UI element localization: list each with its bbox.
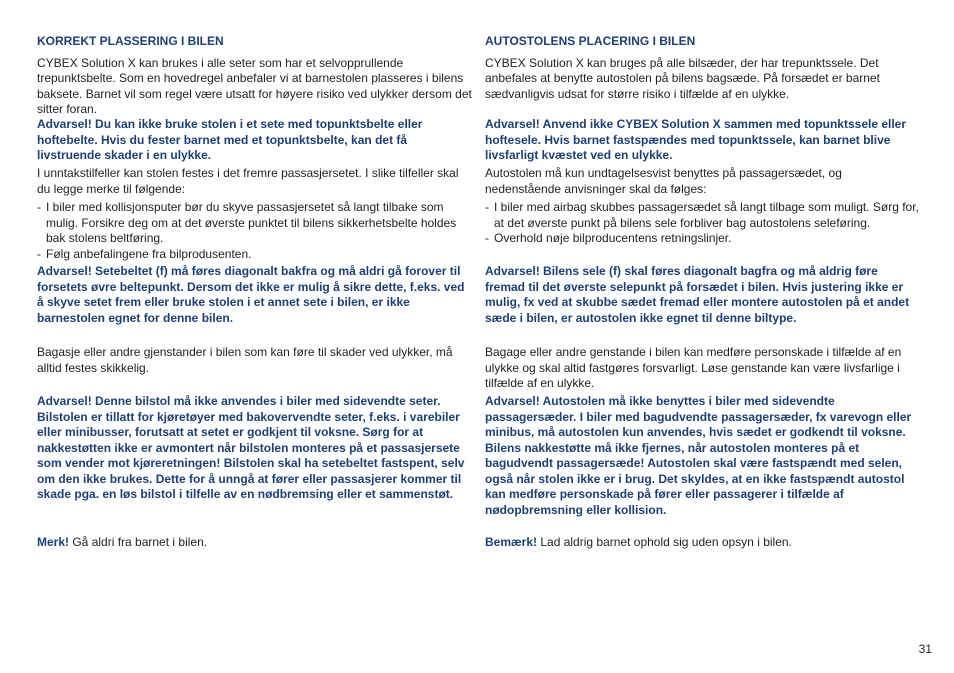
note-label: Merk!: [37, 535, 70, 549]
section-title: AUTOSTOLENS PLACERING I BILEN: [485, 34, 696, 48]
warning-side-facing-seats: Advarsel! Denne bilstol må ikke anvendes i biler med sidevendte seter. Bilstolen er tillatt for kjøretøyer med bakovervendte seter, f.eks. i varebiler eller minibusser, forutsatt at setet er godkjent til voksne. Sørg for at nakkestøtten ikke er avmontert når bilstolen monteres på et passasjersete som vender mot kjøreretningen! Bilstolen skal ha setebeltet fastspent, selv om den ikke brukes. Dette for å unngå at fører eller passasjerer kommer til skade pga. en løs bilstol i tilfelle av en nødbremsing eller et sammenstøt.: [37, 394, 465, 501]
exceptions-paragraph: I unntakstilfeller kan stolen festes i det fremre passasjersetet. I slike tilfeller skal du legge merke til følgende:: [37, 166, 459, 196]
list-item: - Følg anbefalingene fra bilprodusenten.: [37, 247, 473, 263]
warning-two-point-belt: Advarsel! Du kan ikke bruke stolen i et sete med topunktsbelte eller hoftebelte. Hvis du fester barnet med et topunktsbelte, kan det få livstruende skader i en ulykke.: [37, 117, 423, 162]
note-text: Lad aldrig barnet ophold sig uden opsyn i bilen.: [537, 535, 792, 549]
note-paragraph: [37, 535, 473, 551]
exceptions-list: [485, 200, 921, 247]
luggage-paragraph: Bagage eller andre genstande i bilen kan medføre personskade i tilfælde af en ulykke og skal altid fastgøres forsvarligt. Løse genstande kan være livsfarlige i tilfælde af en ulykke.: [485, 345, 902, 390]
intro-paragraph: CYBEX Solution X kan brukes i alle seter som har et selvopprullende trepunktsbelte. Som en hovedregel anbefaler vi at barnestolen plasseres i bilens baksete. Barnet vil som regel være utsatt for høyere risiko ved ulykker dersom det sitter foran.: [37, 55, 472, 116]
page-number: 31: [918, 642, 932, 656]
section-title: KORREKT PLASSERING I BILEN: [37, 34, 224, 48]
warning-two-point-belt: Advarsel! Anvend ikke CYBEX Solution X sammen med topunktssele eller hoftesele. Hvis barnet fastspændes med topunktssele, kan barnet blive livsfarligt kvæstet ved en ulykke.: [485, 117, 907, 162]
right-column-danish: [485, 34, 921, 549]
exceptions-list: [37, 200, 473, 262]
note-label: Bemærk!: [485, 535, 538, 549]
list-item: - I biler med kollisjonsputer bør du skyve passasjersetet så langt tilbake som mulig. Forsikre deg om at det øverste punktet til bilens sikkerhetsbelte holdes bak stolens beltføring.: [37, 200, 473, 247]
warning-belt-routing: Advarsel! Bilens sele (f) skal føres diagonalt bagfra og må aldrig føre fremad til det øverste selepunkt på forsædet i bilen. Hvis justering ikke er mulig, fx ved at skubbe sædet fremad eller montere autostolen på et andet sæde i bilen, er autostolen ikke egnet til denne biltype.: [485, 264, 910, 325]
left-column-norwegian: [37, 34, 473, 549]
list-item: - Overhold nøje bilproducentens retningslinjer.: [485, 231, 921, 247]
luggage-paragraph: Bagasje eller andre gjenstander i bilen som kan føre til skader ved ulykker, må alltid festes skikkelig.: [37, 345, 453, 375]
warning-side-facing-seats: Advarsel! Autostolen må ikke benyttes i biler med sidevendte passagersæder. I biler med bagudvendte passagersæder, fx varevogn eller minibus, må autostolen kun anvendes, hvis sædet er godkendt til voksne. Bilens nakkestøtte må ikke fjernes, når autostolen monteres på et bagudvendt passagersæde! Autostolen skal være fastspændt med selen, også når stolen ikke er i brug. Det skyldes, at en ikke fastspændt autostol kan medføre personskade på fører eller passagerer i tilfælde af nødopbremsning eller kollision.: [485, 394, 912, 517]
warning-belt-routing: Advarsel! Setebeltet (f) må føres diagonalt bakfra og må aldri gå forover til forsetets øvre beltepunkt. Dersom det ikke er mulig å sikre dette, f.eks. ved å skyve setet frem eller bruke stolen i et annet sete i bilen, er ikke barnestolen egnet for denne bilen.: [37, 264, 465, 325]
exceptions-paragraph: Autostolen må kun undtagelsesvist benyttes på passagersædet, og nedenstående anvisninger skal da følges:: [485, 166, 842, 196]
intro-paragraph: CYBEX Solution X kan bruges på alle bilsæder, der har trepunktssele. Det anbefales at benytte autostolen på bilens bagsæde. På forsædet er barnet sædvanligvis udsat for større risiko i tilfælde af en ulykke.: [485, 55, 880, 101]
note-text: Gå aldri fra barnet i bilen.: [69, 535, 208, 549]
note-paragraph: [485, 535, 921, 551]
list-item: - I biler med airbag skubbes passagersædet så langt tilbage som muligt. Sørg for, at det øverste punkt på bilens sele forbliver bag autostolens seleføring.: [485, 200, 921, 231]
